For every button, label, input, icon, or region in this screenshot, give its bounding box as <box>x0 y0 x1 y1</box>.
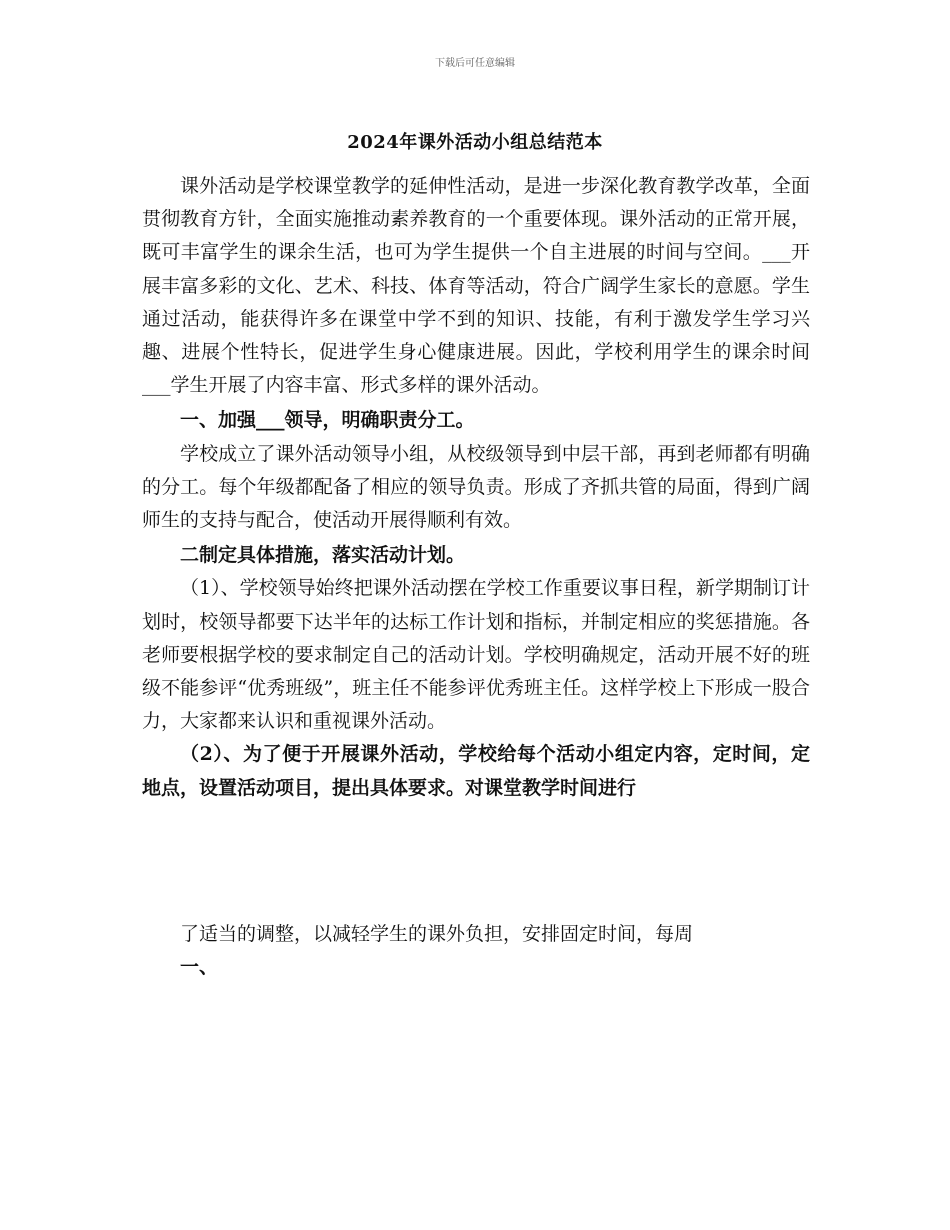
section-2-item-1: （1）、学校领导始终把课外活动摆在学校工作重要议事日程，新学期制订计划时，校领导都要下达半年的达标工作计划和指标，并制定相应的奖惩措施。各老师要根据学校的要求制定自己的活动计划。学校明确规定，活动开展不好的班级不能参评“优秀班级”，班主任不能参评优秀班主任。这样学校上下形成一股合力，大家都来认识和重视课外活动。 <box>142 577 810 733</box>
section-2-item-2-continuation: 了适当的调整，以减轻学生的课外负担，安排固定时间，每周 <box>180 923 694 945</box>
section-1-paragraph: 学校成立了课外活动领导小组，从校级领导到中层干部，再到老师都有明确的分工。每个年级都配备了相应的领导负责。形成了齐抓共管的局面，得到广阔师生的支持与配合，使活动开展得顺利有效。 <box>142 442 810 532</box>
section-2-item-2: （2）、为了便于开展课外活动，学校给每个活动小组定内容，定时间，定地点，设置活动项目，提出具体要求。对课堂教学时间进行 <box>142 743 810 799</box>
page-header: 下载后可任意编辑 <box>435 58 515 69</box>
intro-paragraph: 课外活动是学校课堂教学的延伸性活动，是进一步深化教育教学改革，全面贯彻教育方针，全面实施推动素养教育的一个重要体现。课外活动的正常开展，既可丰富学生的课余生活，也可为学生提供一个自主进展的时间与空间。___开展丰富多彩的文化、艺术、科技、体育等活动，符合广阔学生家长的意愿。学生通过活动，能获得许多在课堂中学不到的知识、技能，有利于激发学生学习兴趣、进展个性特长，促进学生身心健康进展。因此，学校利用学生的课余时间___学生开展了内容丰富、形式多样的课外活动。 <box>142 175 810 397</box>
section-2-heading: 二制定具体措施，落实活动计划。 <box>180 544 466 567</box>
section-2-item-2-tail: 一、 <box>180 956 219 979</box>
section-1-heading: 一、加强___领导，明确职责分工。 <box>180 409 475 432</box>
continuation-block <box>142 918 810 984</box>
document-title: 2024年课外活动小组总结范本 <box>347 132 603 153</box>
document-body <box>142 170 810 805</box>
